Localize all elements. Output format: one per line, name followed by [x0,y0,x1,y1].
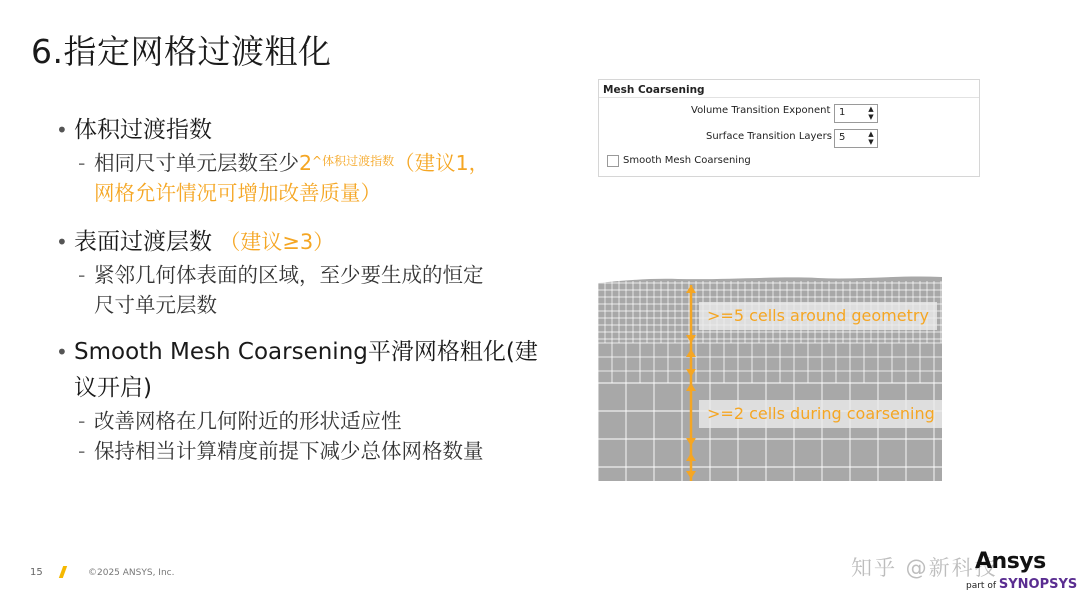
spinner-arrows-icon[interactable]: ▲ ▼ [868,105,874,121]
spinner-arrows-icon[interactable]: ▲ ▼ [868,130,874,146]
ansys-logo-text: Ansys [975,549,1046,574]
surface-title: 表面过渡层数 [74,229,220,255]
arrow-up-head [686,349,696,357]
annotation-coarsening-cells: >=2 cells during coarsening [699,400,942,428]
formula-base: 2 [299,151,313,175]
sub-bullet-surface [56,260,576,320]
volume-recommend-2: 网格允许情况可增加改善质量） [94,181,381,205]
volume-desc: 相同尺寸单元层数至少 [94,151,299,175]
smooth-line-2: 议开启) [74,375,152,401]
bullet-surface-transition [56,224,576,260]
surface-layers-value: 5 [839,132,846,143]
sub-bullet-smooth-1: - 改善网格在几何附近的形状适应性 [56,406,576,436]
surface-desc-2: 尺寸单元层数 [94,293,217,317]
volume-recommend: （建议1， [394,151,490,175]
smooth-coarsening-label: Smooth Mesh Coarsening [623,155,751,166]
volume-exponent-spinner[interactable] [834,104,878,123]
mesh-coarsening-panel [598,79,980,177]
bullet-smooth-coarsening [56,334,576,406]
panel-divider [599,97,979,98]
smooth-line-1: Smooth Mesh Coarsening平滑网格粗化(建 [74,339,538,365]
volume-exponent-label: Volume Transition Exponent [691,105,831,116]
bullet-volume-transition: • 体积过渡指数 [56,112,576,148]
page-number: 15 [30,567,43,578]
synopsys-text: SYNOPSYS [998,577,1078,592]
arrow-up-head [686,383,696,391]
surface-desc-1: 紧邻几何体表面的区域，至少要生成的恒定 [94,263,484,287]
ansys-logo [975,549,1046,574]
arrow-down-head [686,471,696,479]
sub-bullet-volume [56,148,576,208]
sub-bullet-smooth-2: - 保持相当计算精度前提下减少总体网格数量 [56,436,576,466]
bullet-list [56,112,576,466]
annotation-geometry-cells: >=5 cells around geometry [699,302,937,330]
smooth-coarsening-checkbox[interactable] [607,155,619,167]
slide-title: 6.指定网格过渡粗化 [31,32,332,71]
mesh-illustration [598,271,942,481]
arrow-down-head [686,438,696,446]
arrow-down-head [686,369,696,377]
formula-exponent: ^体积过渡指数 [312,154,395,168]
part-of-text: part of [966,581,996,591]
copyright-text: ©2025 ANSYS, Inc. [88,568,175,578]
surface-recommend: （建议≥3） [219,230,335,254]
synopsys-logo [966,577,1077,592]
arrow-up-head [686,285,696,293]
geometry-surface [598,271,942,283]
slash-decoration [59,566,67,578]
volume-exponent-value: 1 [839,107,846,118]
arrow-up-head [686,453,696,461]
panel-title: Mesh Coarsening [603,84,705,96]
watermark-text: 知乎 @新科技 [851,556,998,580]
surface-layers-spinner[interactable] [834,129,878,148]
surface-layers-label: Surface Transition Layers [706,131,832,142]
